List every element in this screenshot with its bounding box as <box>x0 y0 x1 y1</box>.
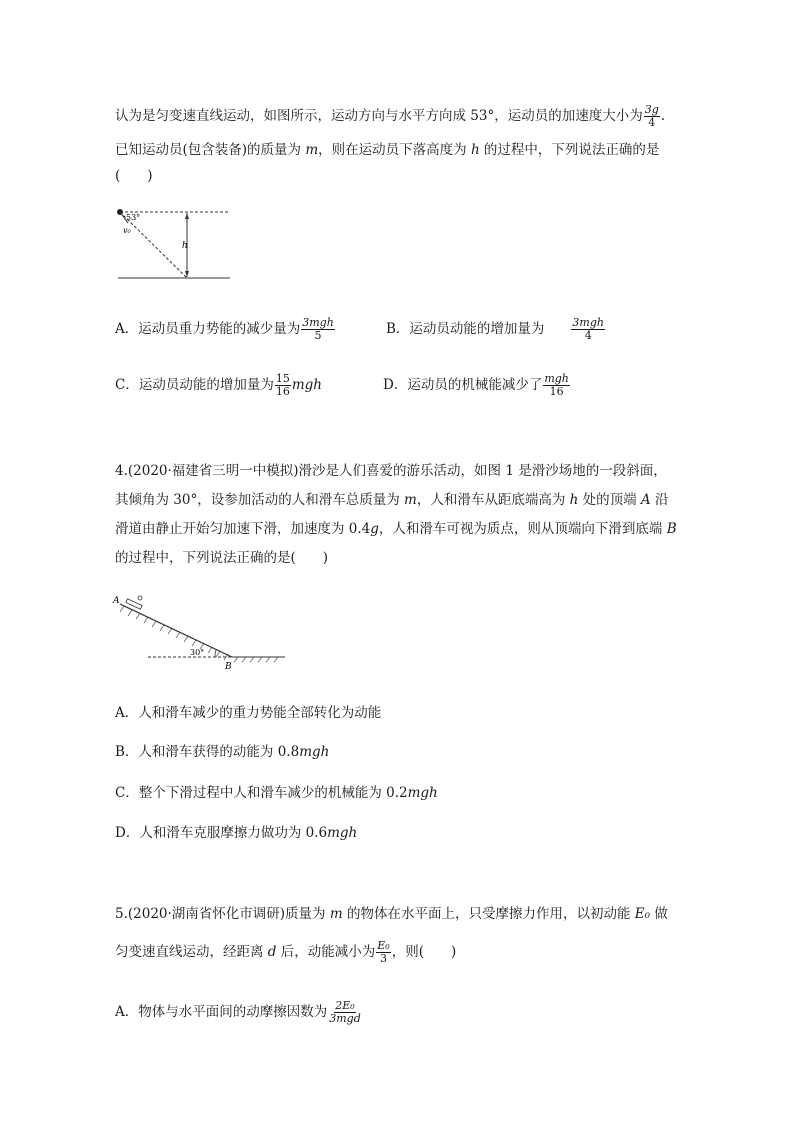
q4-figure <box>110 592 290 672</box>
q3-option-d[interactable]: D．运动员的机械能减少了 $\frac{\text{mgh}}{16}$ <box>383 372 569 398</box>
q3-h-label: h <box>182 241 188 251</box>
q3-arrow-up <box>185 213 189 219</box>
q3-angle-label: 53° <box>126 213 141 222</box>
q4-line-3: 滑道由静止开始匀加速下滑，加速度为 0.4g，人和滑车可视为质点，则从顶端向下滑到底端 B <box>115 521 677 537</box>
q4-line-4: 的过程中，下列说法正确的是( ) <box>115 550 329 566</box>
q4-option-c[interactable]: C．整个下滑过程中人和滑车减少的机械能为 0.2mgh <box>115 785 438 801</box>
q5-line-1: 5.(2020·湖南省怀化市调研)质量为 m 的物体在水平面上，只受摩擦力作用，以初动能 E₀ 做 <box>115 906 668 922</box>
q5-line-2: 匀变速直线运动，经距离 d 后，动能减小为 $\frac{\text{E₀}}{3}$ ，则( ) <box>115 939 457 965</box>
q3-line-1: 认为是匀变速直线运动，如图所示，运动方向与水平方向成 53°，运动员的加速度大小为 $\frac{3g}{4}$ . <box>115 103 666 129</box>
q3-line-2: 已知运动员(包含装备)的质量为 m，则在运动员下落高度为 h 的过程中，下列说法正确的是 <box>115 142 660 158</box>
q4-person-head <box>138 596 142 600</box>
q4-ground-hatching <box>234 657 278 662</box>
q5-option-a[interactable]: A．物体与水平面间的动摩擦因数为 $\frac{\text{2E₀}}{\text{3mgd}}$ <box>115 999 361 1025</box>
q4-angle-arc <box>215 650 216 657</box>
q4-option-a[interactable]: A．人和滑车减少的重力势能全部转化为动能 <box>115 705 382 721</box>
q3-option-b[interactable]: B．运动员动能的增加量为 $\frac{\text{3mgh}}{4}$ <box>386 316 604 342</box>
q4-line-1: 4.(2020·福建省三明一中模拟)滑沙是人们喜爱的游乐活动，如图 1 是滑沙场地的一段斜面， <box>115 463 667 479</box>
q3-option-a[interactable]: A．运动员重力势能的减少量为 $\frac{\text{3mgh}}{5}$ <box>115 316 334 342</box>
q4-a-label: A <box>113 596 120 606</box>
q3-figure <box>112 203 237 283</box>
q3-v-label: v₀ <box>123 226 131 235</box>
q3-fraction: $\frac{3g}{4}$ <box>644 103 659 129</box>
q4-option-d[interactable]: D．人和滑车克服摩擦力做功为 0.6mgh <box>115 825 358 841</box>
q4-b-label: B <box>225 662 232 672</box>
q4-slope-line <box>120 604 232 657</box>
q3-option-c[interactable]: C．运动员动能的增加量为 $\frac{15}{16}$ mgh <box>115 372 322 398</box>
q4-angle-label: 30° <box>190 648 205 657</box>
q4-option-b[interactable]: B．人和滑车获得的动能为 0.8mgh <box>115 744 330 760</box>
q3-text: 认为是匀变速直线运动，如图所示，运动方向与水平方向成 53°，运动员的加速度大小为 <box>115 108 643 124</box>
q3-line-3: ( ) <box>115 168 153 184</box>
q4-hatching <box>120 606 228 660</box>
q4-line-2: 其倾角为 30°，设参加活动的人和滑车总质量为 m，人和滑车从距底端高为 h 处的顶端 A 沿 <box>115 492 669 508</box>
